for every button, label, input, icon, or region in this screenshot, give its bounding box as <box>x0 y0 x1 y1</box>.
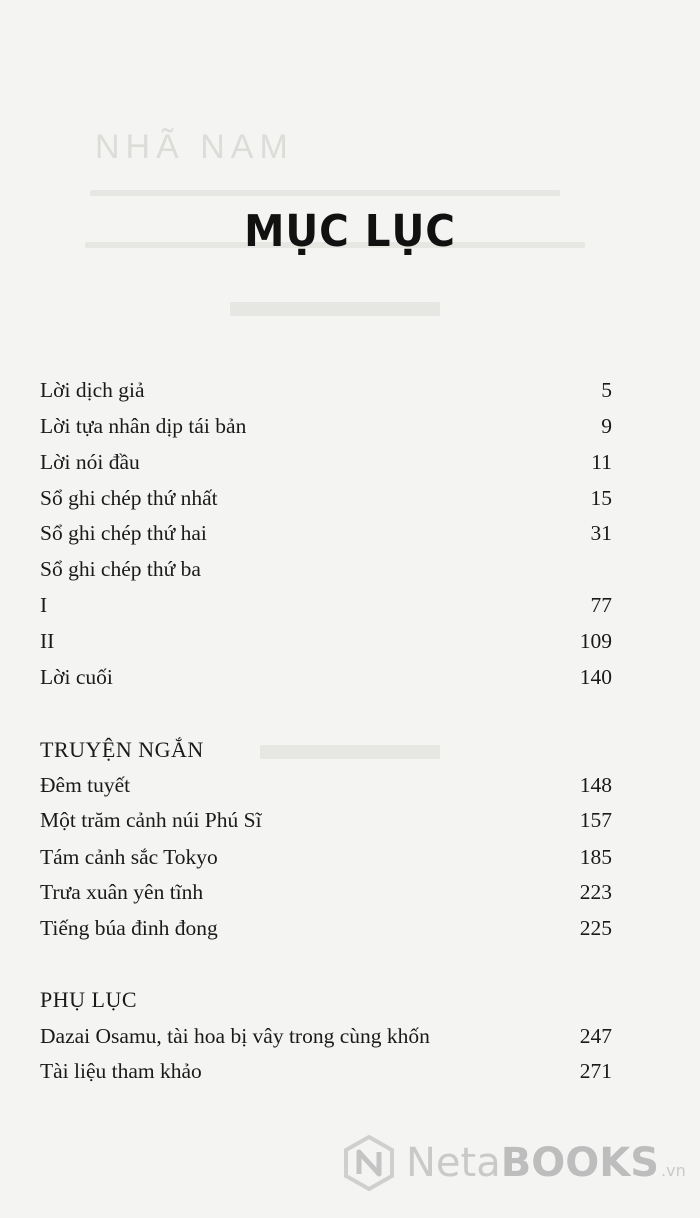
toc-entry <box>40 660 612 694</box>
toc-entry-page: 11 <box>591 450 612 474</box>
section-title-appendix: PHỤ LỤC <box>40 987 138 1012</box>
toc-entry <box>40 1019 612 1053</box>
bleed-through-line <box>230 302 440 316</box>
toc-entry <box>40 516 612 550</box>
toc-entry <box>40 840 612 874</box>
toc-entry-label: Tiếng búa đinh đong <box>40 916 218 940</box>
watermark-brand-light: Neta <box>406 1140 501 1186</box>
toc-entry-page: 31 <box>590 521 612 545</box>
toc-entry-label: Sổ ghi chép thứ ba <box>40 557 201 581</box>
toc-entry <box>40 445 612 479</box>
toc-entry <box>40 624 612 658</box>
toc-entry-label: Sổ ghi chép thứ hai <box>40 521 207 545</box>
toc-entry-label: Lời cuối <box>40 665 113 689</box>
toc-entry-page: 247 <box>579 1024 612 1048</box>
watermark-suffix: .vn <box>661 1160 686 1180</box>
bleed-through-line <box>90 190 560 196</box>
toc-entry <box>40 803 612 837</box>
toc-entry <box>40 481 612 515</box>
toc-entry-label: Tài liệu tham khảo <box>40 1059 202 1083</box>
section-title-short-stories: TRUYỆN NGẮN <box>40 737 204 762</box>
toc-entry-label: Một trăm cảnh núi Phú Sĩ <box>40 808 262 832</box>
bleed-through-line <box>260 745 440 759</box>
toc-entry <box>40 373 612 407</box>
toc-entry <box>40 409 612 443</box>
toc-entry <box>40 911 612 945</box>
toc-entry-page: 5 <box>601 378 612 402</box>
toc-entry-page: 9 <box>601 414 612 438</box>
toc-entry-page: 185 <box>579 845 612 869</box>
netabooks-watermark <box>340 1128 686 1198</box>
toc-entry <box>40 1054 612 1088</box>
toc-entry-page: 140 <box>579 665 612 689</box>
toc-entry-label: Đêm tuyết <box>40 773 131 797</box>
toc-entry-label: I <box>40 593 48 617</box>
toc-entry-page: 271 <box>579 1059 612 1083</box>
toc-entry-page: 148 <box>579 773 612 797</box>
toc-entry <box>40 588 612 622</box>
toc-entry <box>40 875 612 909</box>
toc-entry-label: Sổ ghi chép thứ nhất <box>40 486 218 510</box>
toc-entry-label: Trưa xuân yên tĩnh <box>40 880 204 904</box>
toc-entry-label: II <box>40 629 55 653</box>
toc-entry-label: Lời nói đầu <box>40 450 140 474</box>
toc-entry-page: 109 <box>579 629 612 653</box>
toc-entry-page: 15 <box>590 486 612 510</box>
toc-entry <box>40 552 612 586</box>
toc-entry-label: Dazai Osamu, tài hoa bị vây trong cùng khốn <box>40 1024 430 1048</box>
toc-entry-page: 77 <box>590 593 612 617</box>
netabooks-logo-icon <box>340 1134 398 1192</box>
toc-entry-label: Lời tựa nhân dịp tái bản <box>40 414 247 438</box>
toc-entry-page: 223 <box>579 880 612 904</box>
bleed-through-text: NHÃ NAM <box>95 128 294 166</box>
page-title: MỤC LỤC <box>244 206 456 257</box>
watermark-brand-bold: BOOKS <box>500 1140 660 1186</box>
toc-entry-page: 157 <box>579 808 612 832</box>
watermark-text <box>406 1140 659 1186</box>
toc-entry-label: Lời dịch giả <box>40 378 145 402</box>
toc-entry <box>40 768 612 802</box>
toc-entry-page: 225 <box>579 916 612 940</box>
toc-entry-label: Tám cảnh sắc Tokyo <box>40 845 218 869</box>
